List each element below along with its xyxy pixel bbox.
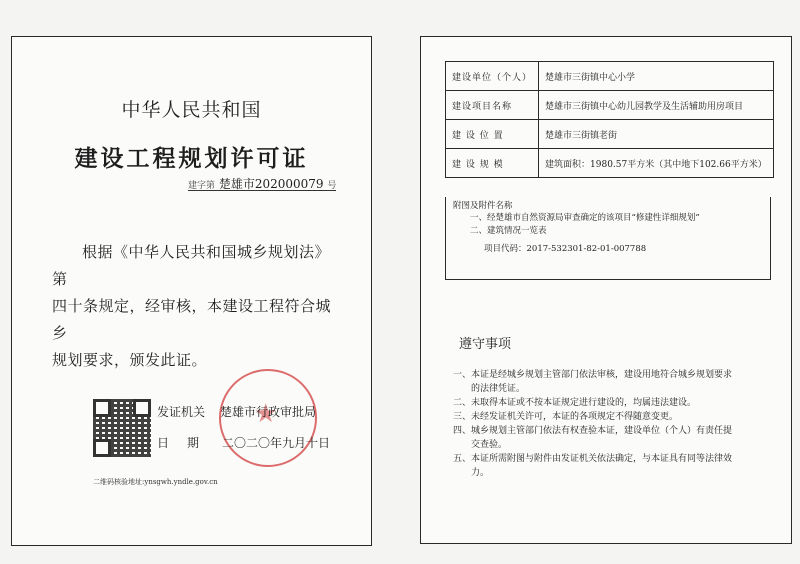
certificate-number: [188, 175, 336, 192]
row-value: 楚雄市三街镇中心小学: [539, 62, 774, 91]
attachment-item: 一、经楚雄市自然资源局审查确定的该项目“修建性详细规划”: [470, 213, 700, 223]
notice-item: 四、城乡规划主管部门依法有权查验本证，建设单位（个人）有责任提: [453, 426, 733, 436]
notice-item: 一、本证是经城乡规划主管部门依法审核，建设用地符合城乡规划要求: [453, 370, 733, 380]
row-label: 建 设 规 模: [446, 149, 539, 178]
row-value: 楚雄市三街镇老街: [539, 120, 774, 149]
attachments-box: [445, 197, 771, 280]
notice-item: 五、本证所需附图与附件由发证机关依法确定，与本证具有同等法律效: [453, 454, 733, 464]
qr-verify-note: 二维码核验地址:ynsgwh.yndle.gov.cn: [93, 478, 218, 486]
row-label: 建设单位（个人）: [446, 62, 539, 91]
row-label: 建 设 位 置: [446, 120, 539, 149]
body-line: 规划要求，颁发此证。: [52, 351, 208, 369]
attachment-item: 二、建筑情况一览表: [470, 226, 547, 236]
attachments-title: 附图及附件名称: [453, 201, 513, 211]
issuer-value: 楚雄市行政审批局: [220, 405, 317, 419]
notice-item: 交查验。: [471, 440, 508, 450]
certificate-body: [52, 239, 342, 374]
row-value: 楚雄市三街镇中心幼儿园教学及生活辅助用房项目: [539, 91, 774, 120]
country-name: 中华人民共和国: [121, 99, 262, 121]
table-row: [446, 120, 774, 149]
row-label: 建设项目名称: [446, 91, 539, 120]
body-line: 根据《中华人民共和国城乡规划法》第: [52, 243, 331, 288]
date-label: 日期: [157, 436, 218, 450]
project-info-table: [445, 61, 774, 178]
project-code: 项目代码：2017-532301-82-01-007788: [484, 244, 647, 254]
issuer-label: 发证机关: [157, 405, 206, 419]
notice-item: 三、未经发证机关许可，本证的各项规定不得随意变更。: [453, 412, 679, 422]
table-row: [446, 149, 774, 178]
certificate-back-page: [420, 36, 792, 544]
notice-title: 遵守事项: [459, 337, 512, 352]
number-underline: [188, 190, 336, 191]
table-row: [446, 91, 774, 120]
certificate-title: 建设工程规划许可证: [74, 146, 309, 172]
table-row: [446, 62, 774, 91]
number-value: 楚雄市202000079: [218, 177, 324, 191]
number-prefix: 建字第: [188, 181, 216, 191]
notice-item: 二、未取得本证或不按本证规定进行建设的，均属违法建设。: [453, 398, 697, 408]
number-suffix: 号: [327, 181, 337, 191]
body-line: 四十条规定，经审核，本建设工程符合城乡: [52, 297, 332, 342]
certificate-front-page: [11, 36, 372, 546]
notice-item: 力。: [471, 468, 490, 478]
notice-item: 的法律凭证。: [471, 384, 526, 394]
row-value: 建筑面积：1980.57平方米（其中地下102.66平方米）: [539, 149, 774, 178]
notice-list: [453, 369, 753, 481]
qr-code[interactable]: [93, 399, 151, 457]
date-value: 二〇二〇年九月十日: [222, 436, 331, 450]
